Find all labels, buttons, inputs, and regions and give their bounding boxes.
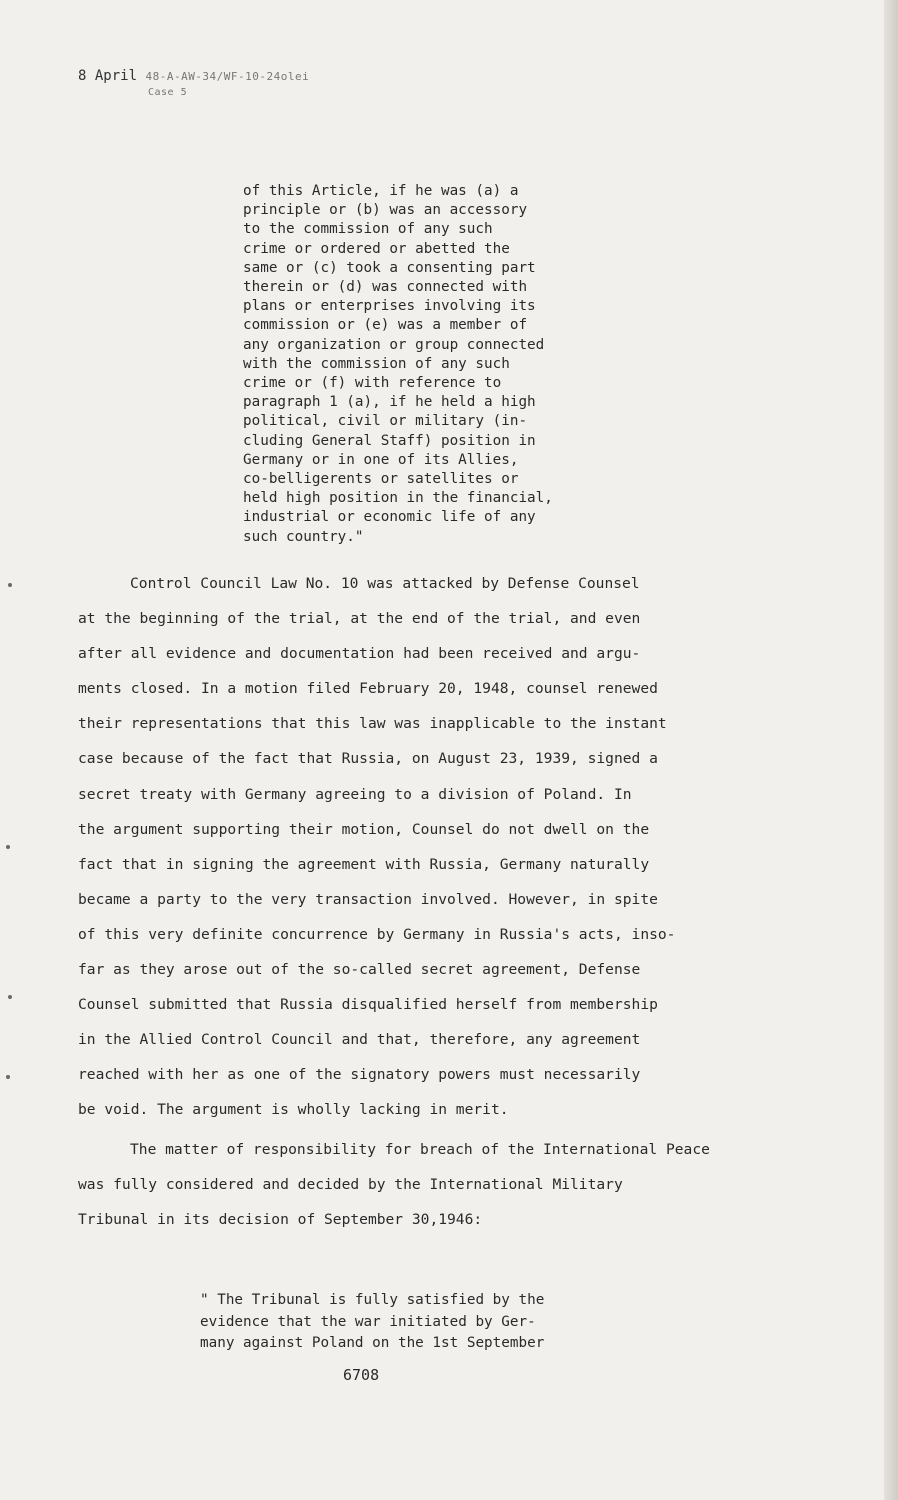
text-line: after all evidence and documentation had been received and argu- <box>78 645 641 663</box>
text-line: held high position in the financial, <box>243 490 553 507</box>
text-line: co-belligerents or satellites or <box>243 471 519 488</box>
text-line: therein or (d) was connected with <box>243 279 528 296</box>
text-line: The matter of responsibility for breach of the International Peace <box>130 1140 710 1158</box>
text-line: to the commission of any such <box>243 221 493 238</box>
header-reference: 48-A-AW-34/WF-10-24olei <box>145 70 310 83</box>
text-line: of this Article, if he was (a) a <box>243 183 519 199</box>
text-line: far as they arose out of the so-called secret agreement, Defense <box>78 961 641 979</box>
text-line: their representations that this law was inapplicable to the instant <box>78 715 667 733</box>
margin-mark <box>8 995 12 999</box>
text-line: commission or (e) was a member of <box>243 317 528 334</box>
law-quote-block <box>243 182 603 547</box>
margin-mark <box>8 583 12 587</box>
text-line: was fully considered and decided by the International Military <box>78 1175 623 1193</box>
text-line: at the beginning of the trial, at the end of the trial, and even <box>78 610 641 628</box>
text-line: any organization or group connected <box>243 336 545 353</box>
text-line: be void. The argument is wholly lacking in merit. <box>78 1101 509 1119</box>
paragraph-2 <box>78 1132 758 1237</box>
text-line: crime or ordered or abetted the <box>243 240 510 257</box>
text-line: many against Poland on the 1st September <box>200 1335 545 1351</box>
text-line: plans or enterprises involving its <box>243 298 536 315</box>
text-line: in the Allied Control Council and that, therefore, any agreement <box>78 1031 641 1049</box>
text-line: same or (c) took a consenting part <box>243 259 536 276</box>
tribunal-quote <box>200 1290 620 1355</box>
margin-mark <box>6 1075 10 1079</box>
page-number: 6708 <box>343 1366 380 1384</box>
text-line: cluding General Staff) position in <box>243 432 536 449</box>
text-line: case because of the fact that Russia, on August 23, 1939, signed a <box>78 750 658 768</box>
text-line: such country." <box>243 528 364 545</box>
text-line: the argument supporting their motion, Counsel do not dwell on the <box>78 820 650 838</box>
text-line: Counsel submitted that Russia disqualified herself from membership <box>78 996 658 1014</box>
page-header <box>78 68 309 101</box>
text-line: reached with her as one of the signatory powers must necessarily <box>78 1066 641 1084</box>
margin-mark <box>6 845 10 849</box>
page-edge <box>884 0 898 1500</box>
text-line: of this very definite concurrence by Germany in Russia's acts, inso- <box>78 925 676 943</box>
text-line: became a party to the very transaction involved. However, in spite <box>78 890 658 908</box>
text-line: evidence that the war initiated by Ger- <box>200 1313 536 1330</box>
text-line: Control Council Law No. 10 was attacked by Defense Counsel <box>130 575 640 592</box>
text-line: political, civil or military (in- <box>243 413 528 430</box>
header-case: Case 5 <box>148 87 188 98</box>
header-date: 8 April <box>78 68 138 84</box>
text-line: paragraph 1 (a), if he held a high <box>243 394 536 411</box>
text-line: " The Tribunal is fully satisfied by the <box>200 1292 545 1308</box>
text-line: industrial or economic life of any <box>243 509 536 526</box>
text-line: principle or (b) was an accessory <box>243 202 528 219</box>
text-line: with the commission of any such <box>243 355 510 372</box>
body-text <box>78 566 758 1237</box>
text-line: crime or (f) with reference to <box>243 375 502 392</box>
text-line: Tribunal in its decision of September 30,1946: <box>78 1210 483 1228</box>
text-line: fact that in signing the agreement with Russia, Germany naturally <box>78 855 650 873</box>
text-line: secret treaty with Germany agreeing to a division of Poland. In <box>78 785 632 803</box>
text-line: ments closed. In a motion filed February 20, 1948, counsel renewed <box>78 680 658 698</box>
paragraph-1 <box>78 566 758 1128</box>
text-line: Germany or in one of its Allies, <box>243 451 519 468</box>
